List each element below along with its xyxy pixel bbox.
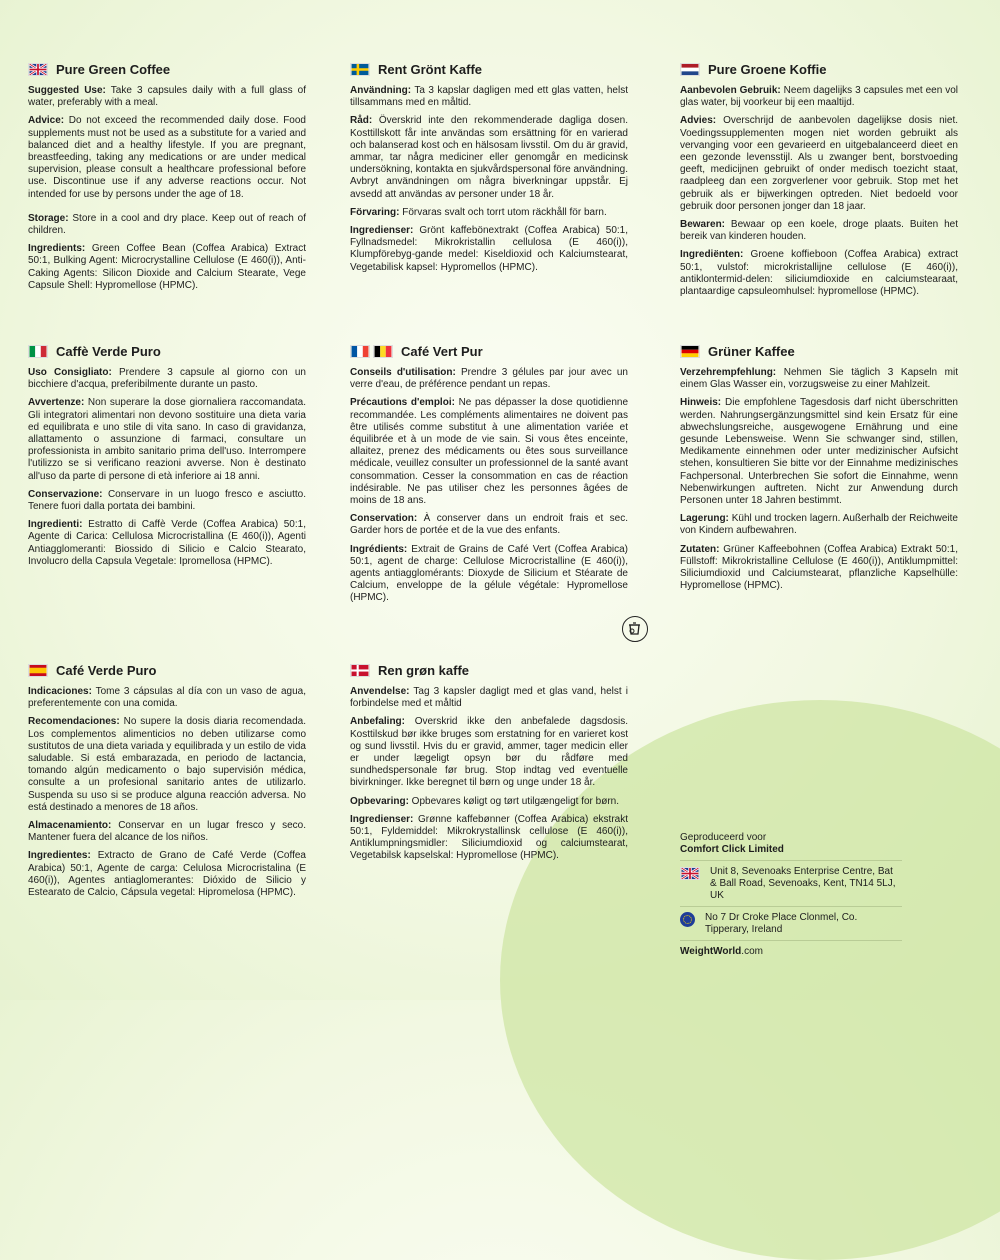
france-belgium-flag-icon [350, 345, 393, 358]
section-header [350, 344, 628, 359]
paragraph-label: Storage: [28, 212, 69, 224]
paragraph [28, 686, 306, 710]
paragraph [28, 716, 306, 814]
paragraph-text: Opbevares køligt og tørt utilgængeligt for børn. [408, 795, 619, 807]
paragraph-label: Hinweis: [680, 397, 722, 409]
paragraph-label: Lagerung: [680, 513, 729, 525]
paragraph-text: Neem dagelijks 3 capsules met een vol glas water, bij voorkeur bij een maaltijd. [680, 85, 959, 109]
paragraph [350, 225, 628, 274]
paragraph-text: Tome 3 cápsulas al día con un vaso de agua, preferentemente con una comida. [28, 686, 306, 710]
recycle-bin-icon [622, 616, 648, 642]
paragraph-label: Indicaciones: [28, 686, 92, 697]
eu-flag-icon [680, 912, 695, 927]
paragraph-label: Bewaren: [680, 219, 726, 231]
section-en [28, 62, 306, 298]
paragraph [680, 219, 958, 243]
paragraph [680, 249, 958, 298]
section-header [680, 344, 958, 359]
paragraph [28, 397, 306, 482]
paragraph [28, 820, 306, 844]
section-header [28, 62, 306, 77]
paragraph-text: Conservar en un lugar fresco y seco. Mantener fuera del alcance de los niños. [28, 820, 306, 844]
paragraph-label: Zutaten: [680, 543, 720, 555]
paragraph-label: Conservation: [350, 513, 418, 525]
section-header [28, 344, 306, 359]
paragraph-text: Die empfohlene Tagesdosis darf nicht überschritten werden. Nahrungsergänzungsmittel sind kein Ersatz für eine abwechslungsreiche, ausgewogene Ernährung und eine gesunde Lebensweise. Wenn Sie schwanger sind, stillen, Medikamente einnehmen oder unter medizinischer Aufsicht stehen, konsultieren Sie bitte vor der Einnahme medizinisches Fachpersonal. Unterbrechen Sie sofort die Einnahme, wenn Nebenwirkungen auftreten. Nicht zur Anwendung durch Personen unter 18 Jahren bestimmt. [680, 397, 958, 507]
paragraph-text: Grønne kaffebønner (Coffea Arabica) ekstrakt 50:1, Fyldemiddel: Mikrokrystallinsk cellulose (E 460(i)), Antiklumpningsmidler: Siliciumdioxid og calciumstearat, Vegetabilsk kapselskal: Hypromellose (HPMC). [350, 813, 628, 862]
section-de [680, 344, 958, 598]
paragraph [350, 207, 628, 219]
section-title: Café Verde Puro [56, 663, 157, 678]
paragraph-label: Suggested Use: [28, 85, 106, 96]
website[interactable] [680, 940, 902, 957]
paragraph-label: Ingredienser: [350, 813, 414, 825]
paragraph-text: Non superare la dose giornaliera raccomandata. Gli integratori alimentari non devono sostituire una dieta varia ed equilibrata e uno stile di vita sano. In caso di gravidanza, allattamento o assunzione di farmaci, consultare un professionista in ambito sanitario prima dell'uso. Interrompere l'utilizzo se si verificano reazioni avverse. Non è destinato all'uso da parte di persone di età inferiore ai 18 anni. [28, 397, 306, 482]
paragraph [680, 544, 958, 593]
paragraph-text: Bewaar op een koele, droge plaats. Buiten het bereik van kinderen houden. [680, 219, 958, 243]
uk-address [680, 860, 902, 906]
paragraph-text: Ne pas dépasser la dose quotidienne recommandée. Les compléments alimentaires ne doivent pas être utilisés comme substitut à une alimentation variée et équilibrée et à un mode de vie sain. Si vous êtes enceinte, allaitez, prenez des médicaments ou êtes sous surveillance médicale, veuillez consulter un professionnel de la santé avant consommation. Cesser la consommation en cas de réaction indésirable. Ne pas utiliser chez les personnes âgées de moins de 18 ans. [350, 397, 629, 507]
paragraph-text: Overschrijd de aanbevolen dagelijkse dosis niet. Voedingssupplementen mogen niet worden gebruikt als vervanging voor een gevarieerd en uitgebalanceerd dieet en een gezonde levensstijl. Als u zwanger bent, borstvoeding geeft, medicijnen gebruikt of onder medisch toezicht staat, raadpleeg dan een zorgverlener voor gebruik. Stop met het gebruik als er bijwerkingen optreden. Niet bedoeld voor gebruik door personen jonger dan 18 jaar. [680, 115, 958, 212]
paragraph [350, 85, 628, 109]
paragraph-text: Förvaras svalt och torrt utom räckhåll för barn. [399, 206, 607, 218]
uk-address-text: Unit 8, Sevenoaks Enterprise Centre, Bat & Ball Road, Sevenoaks, Kent, TN14 5LJ, UK [710, 866, 896, 901]
paragraph-text: À conserver dans un endroit frais et sec. Garder hors de portée et de la vue des enfants. [350, 513, 628, 537]
paragraph-text: Tag 3 kapsler dagligt med et glas vand, helst i forbindelse med et måltid [350, 686, 628, 710]
uk-flag-icon [28, 63, 48, 76]
paragraph-label: Anbefaling: [350, 716, 405, 728]
paragraph-label: Användning: [350, 85, 412, 96]
paragraph-label: Uso Consigliato: [28, 367, 112, 378]
paragraph-text: Do not exceed the recommended daily dose. Food supplements must not be used as a substitute for a varied and balanced diet and a healthy lifestyle. If you are pregnant, breastfeeding, taking any medications or are under medical supervision, please consult a healthcare professional before use. Discontinue use if any adverse reactions occur. Not intended for use by persons under the age of 18. [28, 115, 306, 200]
paragraph-text: Prendre 3 gélules par jour avec un verre d'eau, de préférence pendant un repas. [350, 367, 628, 391]
netherlands-flag-icon [680, 63, 700, 76]
paragraph-label: Conseils d'utilisation: [350, 367, 456, 378]
paragraph-label: Almacenamiento: [28, 820, 112, 832]
section-title: Ren grøn kaffe [378, 663, 470, 678]
paragraph-label: Advies: [680, 115, 717, 127]
paragraph [680, 85, 958, 109]
section-header [28, 663, 306, 678]
website-brand: WeightWorld [680, 946, 742, 957]
paragraph [28, 850, 306, 899]
paragraph [350, 716, 628, 789]
paragraph [350, 686, 628, 710]
paragraph-label: Ingredientes: [28, 850, 91, 862]
section-header [350, 62, 628, 77]
paragraph [28, 519, 306, 568]
paragraph-text: No supere la dosis diaria recomendada. Los complementos alimenticios no deben utilizarse como sustitutos de una dieta variada y equilibrada y un estilo de vida saludable. Si está embarazada, en periodo de lactancia, tomando algún medicamento o bajo supervisión médica, consulte a un profesional sanitario antes de utilizarlo. Suspenda su uso si se produce alguna reacción adversa. No está destinado a menores de 18 años. [28, 716, 306, 813]
paragraph [350, 814, 628, 863]
paragraph-label: Förvaring: [350, 206, 400, 218]
paragraph-text: Grüner Kaffeebohnen (Coffea Arabica) Extrakt 50:1, Füllstoff: Mikrokristalline Cellulose (E 460(i)), Antiklumpmittel: Siliciumdioxid und Calciumstearat, pflanzliche Kapselhülle: Hypromellose (HPMC). [680, 543, 958, 592]
paragraph [680, 367, 958, 391]
section-nl [680, 62, 958, 304]
paragraph-label: Conservazione: [28, 488, 103, 500]
section-fr [350, 344, 628, 611]
paragraph-text: Extracto de Grano de Café Verde (Coffea Arabica) 50:1, Agente de carga: Celulosa Microcristalina (E 460(i)), Agentes antiaglomerantes: Dióxido de Silicio y Estearato de Calcio, Cápsula vegetal: Hipromelosa (HPMC). [28, 850, 306, 899]
paragraph-label: Ingrédients: [350, 543, 408, 555]
section-da [350, 663, 628, 869]
ie-address-text: No 7 Dr Croke Place Clonmel, Co. Tipperary, Ireland [705, 912, 858, 935]
section-title: Pure Groene Koffie [708, 62, 827, 77]
paragraph-text: Kühl und trocken lagern. Außerhalb der Reichweite von Kindern aufbewahren. [680, 513, 958, 537]
paragraph-label: Ingrediënten: [680, 249, 744, 261]
paragraph-label: Ingredients: [28, 243, 86, 255]
website-tld: .com [741, 946, 763, 957]
paragraph-text: Green Coffee Bean (Coffea Arabica) Extract 50:1, Bulking Agent: Microcrystalline Cellulose (E 460(i)), Anti-Caking Agents: Silicon Dioxide and Calcium Stearate, Vege Capsule Shell: Hypromellose (HPMC). [28, 243, 306, 291]
section-title: Café Vert Pur [401, 344, 483, 359]
paragraph-label: Ingredienser: [350, 225, 414, 237]
section-title: Caffè Verde Puro [56, 344, 161, 359]
paragraph [350, 544, 628, 605]
paragraph-text: Nehmen Sie täglich 3 Kapseln mit einem Glas Wasser ein, vorzugsweise zu einer Mahlzeit. [680, 367, 958, 391]
section-title: Grüner Kaffee [708, 344, 795, 359]
section-it [28, 344, 306, 574]
paragraph-text: Groene koffieboon (Coffea Arabica) extract 50:1, vulstof: microkristallijne cellulose (E 460(i)), antiklontermid-delen: siliciumdioxide en calciumstearaat, plantaardige capsuleomhulsel: hypromellose (HPMC). [680, 249, 958, 298]
paragraph-label: Opbevaring: [350, 795, 409, 807]
paragraph [680, 115, 958, 213]
section-title: Rent Grönt Kaffe [378, 62, 482, 77]
section-es [28, 663, 306, 905]
sweden-flag-icon [350, 63, 370, 76]
paragraph [28, 213, 306, 237]
paragraph [28, 85, 306, 109]
paragraph-text: Prendere 3 capsule al giorno con un bicchiere d'acqua, preferibilmente durante un pasto. [28, 367, 306, 391]
section-header [680, 62, 958, 77]
paragraph-label: Advice: [28, 115, 65, 127]
paragraph [350, 397, 628, 507]
paragraph [28, 115, 306, 200]
paragraph [680, 513, 958, 537]
uk-flag-icon [680, 867, 700, 880]
germany-flag-icon [680, 345, 700, 358]
paragraph [350, 513, 628, 537]
paragraph-text: Conservare in un luogo fresco e asciutto. Tenere fuori dalla portata dei bambini. [28, 488, 306, 513]
paragraph-label: Verzehrempfehlung: [680, 367, 777, 378]
paragraph-text: Overskrid ikke den anbefalede dagsdosis. Kosttilskud bør ikke bruges som erstatning for en varieret kost og sund livsstil. Hvis du er gravid, ammer, tager medicin eller er under lægeligt opsyn bør du rådføre med sundhedspersonale før brug. Stop indtag ved eventuelle bivirkninger. Ikke beregnet til børn og unge under 18 år. [350, 716, 628, 789]
company-name: Comfort Click Limited [680, 844, 784, 855]
paragraph-label: Aanbevolen Gebruik: [680, 85, 781, 96]
section-header [350, 663, 628, 678]
section-title: Pure Green Coffee [56, 62, 171, 77]
ie-address [680, 906, 902, 940]
paragraph-label: Råd: [350, 115, 373, 127]
manufacturer-block [680, 832, 902, 957]
paragraph-text: Store in a cool and dry place. Keep out of reach of children. [28, 212, 306, 237]
paragraph-label: Avvertenze: [28, 397, 85, 409]
paragraph [680, 397, 958, 507]
paragraph [350, 115, 628, 200]
spain-flag-icon [28, 664, 48, 677]
produced-for-label: Geproduceerd voor [680, 832, 767, 843]
paragraph [28, 243, 306, 292]
paragraph [350, 796, 628, 808]
paragraph-text: Överskrid inte den rekommenderade dagliga dosen. Kosttillskott får inte användas som ersättning för en varierad och balanserad kost och en hälsosam livsstil. Om du är gravid, ammar, tar några mediciner eller genomgår en medicinsk undersökning, kontakta en sjukvårdspersonal före användning. Avbryt användningen om några biverkningar uppstår. Ej avsedd att användas av personer under 18 år. [350, 115, 628, 200]
denmark-flag-icon [350, 664, 370, 677]
paragraph-text: Extrait de Grains de Café Vert (Coffea Arabica) 50:1, agent de charge: Cellulose Microcristalline (E 460(i)), agents antiagglomérants: Dioxyde de Silicium et Stéarate de Calcium, enveloppe de la gélule végétale: Hypromellose (HPMC). [350, 543, 628, 604]
paragraph-text: Grönt kaffebönextrakt (Coffea Arabica) 50:1, Fyllnadsmedel: Mikrokristallin cellulosa (E 460(i)), Klumpförebyg-gande medel: Kiseldioxid och Kalciumstearat, Vegetabilisk kapsel: Hypromellos (HPMC). [350, 225, 628, 273]
paragraph [28, 367, 306, 391]
paragraph [28, 489, 306, 513]
paragraph-label: Ingredienti: [28, 519, 83, 531]
paragraph-label: Recomendaciones: [28, 716, 120, 728]
paragraph-text: Ta 3 kapslar dagligen med ett glas vatten, helst tillsammans med en måltid. [350, 85, 628, 109]
section-sv [350, 62, 628, 280]
paragraph [350, 367, 628, 391]
paragraph-text: Take 3 capsules daily with a full glass of water, preferably with a meal. [28, 85, 307, 109]
paragraph-label: Anvendelse: [350, 686, 410, 697]
paragraph-text: Estratto di Caffè Verde (Coffea Arabica) 50:1, Agente di Carica: Cellulosa Microcristallina (E 460(i)), Agenti Antiagglomeranti: Biossido di Silicio e Calcio Stearato, Involucro della Capsula Vegetale: Ipromellosa (HPMC). [28, 519, 306, 567]
italy-flag-icon [28, 345, 48, 358]
paragraph-label: Précautions d'emploi: [350, 397, 455, 409]
